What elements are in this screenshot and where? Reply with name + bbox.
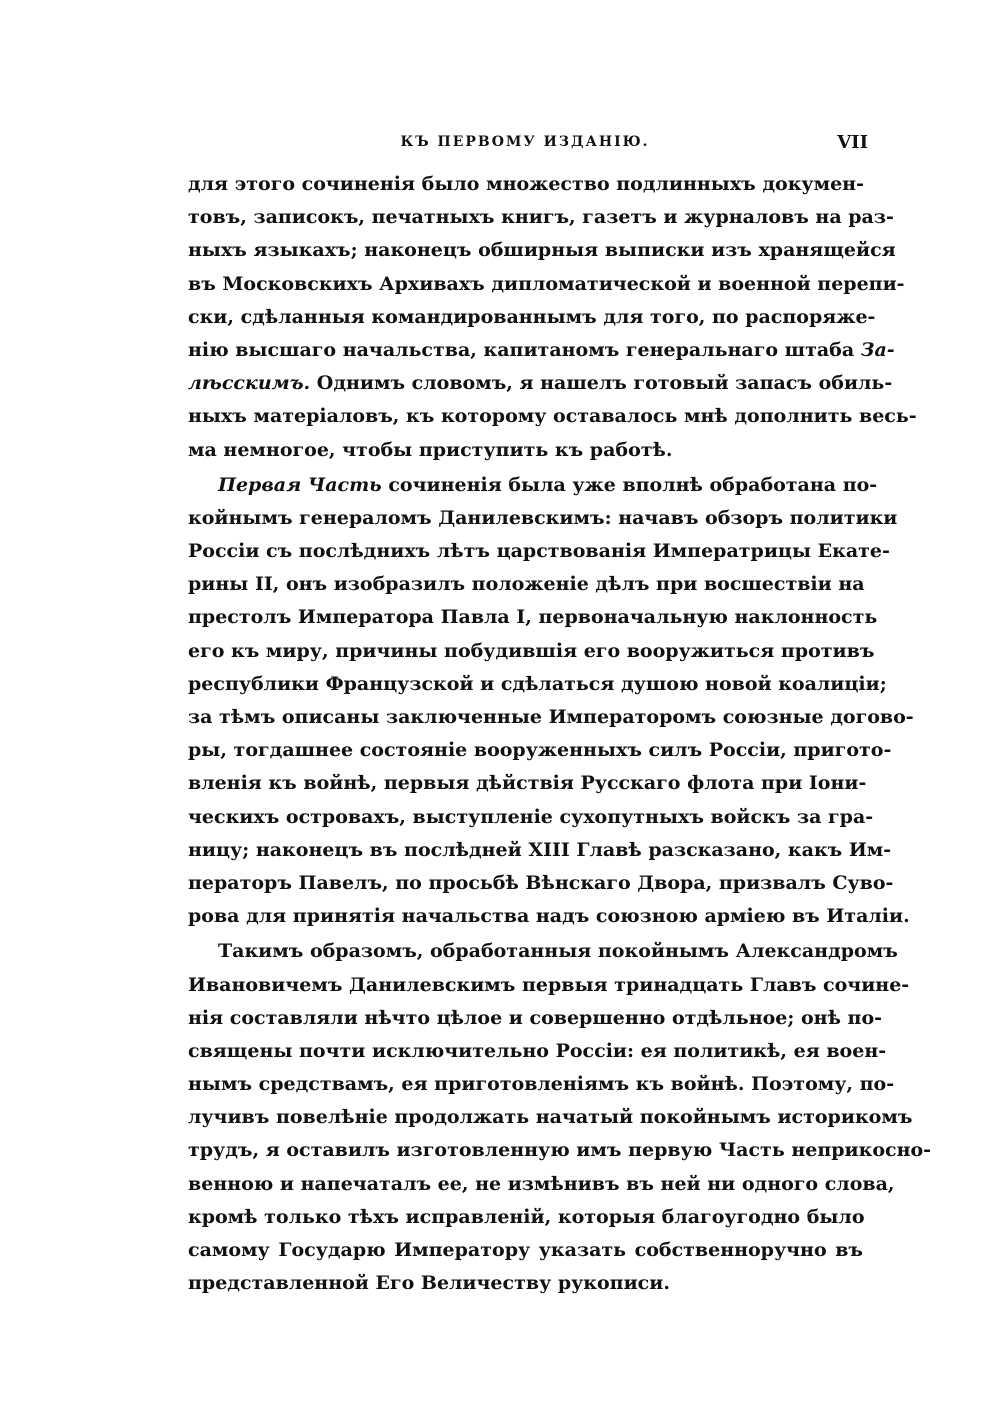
text-line: представленной Его Величеству рукописи. [188, 1272, 670, 1295]
text-line: рова для принятія начальства надъ союзною арміею въ Италіи. [188, 905, 910, 928]
text-line: нымъ средствамъ, ея приготовленіямъ къ войнѣ. Поэтому, по- [188, 1073, 895, 1096]
text-fragment: сочиненія была уже вполнѣ обработана по- [381, 473, 878, 496]
text-line: ма немногое, чтобы приступить къ работѣ. [188, 438, 673, 461]
text-line: республики Французской и сдѣлаться душою новой коалиціи; [188, 672, 887, 695]
text-line [188, 334, 895, 367]
text-line: его къ миру, причины побудившія его вооружиться противъ [188, 639, 875, 662]
text-line: рины II, онъ изобразилъ положеніе дѣлъ при восшествіи на [188, 573, 865, 596]
text-line: лучивъ повелѣніе продолжать начатый покойнымъ историкомъ [188, 1106, 913, 1129]
text-line: ры, тогдашнее состояніе вооруженныхъ силъ Россіи, пригото- [188, 739, 892, 762]
paragraph-1 [188, 168, 917, 467]
text-line: для этого сочиненія было множество подлинныхъ докумен- [188, 173, 864, 195]
text-line: кромѣ только тѣхъ исправленій, которыя благоугодно было [188, 1205, 865, 1228]
italic-heading: Первая Часть [218, 473, 382, 496]
text-line [188, 469, 878, 502]
body-text [188, 168, 932, 1300]
text-line: ныхъ матеріаловъ, къ которому оставалось мнѣ дополнить весь- [188, 405, 917, 428]
text-line: товъ, записокъ, печатныхъ книгъ, газетъ и журналовъ на раз- [188, 206, 894, 229]
text-line: самому Государю Императору указать собственноручно въ [188, 1239, 863, 1261]
text-line: вленія къ войнѣ, первыя дѣйствія Русскаго флота при Іони- [188, 772, 867, 795]
text-line: венною и напечаталъ ее, не измѣнивъ въ ней ни одного слова, [188, 1172, 895, 1195]
text-line: престолъ Императора Павла I, первоначальную наклонность [188, 606, 878, 629]
text-line: Россіи съ послѣднихъ лѣтъ царствованія Императрицы Екате- [188, 540, 890, 563]
text-line [188, 367, 893, 400]
text-line: Ивановичемъ Данилевскимъ первыя тринадцать Главъ сочине- [188, 973, 910, 996]
text-line: ныхъ языкахъ; наконецъ обширныя выписки изъ хранящейся [188, 239, 896, 262]
text-fragment: нію высшаго начальства, капитаномъ генеральнаго штаба [188, 338, 861, 361]
page-number: VII [837, 132, 868, 153]
italic-name: лѣсскимъ. [188, 372, 311, 395]
text-line: ски, сдѣланныя командированнымъ для того, по распоряже- [188, 305, 876, 328]
running-head [180, 132, 870, 156]
text-line: ницу; наконецъ въ послѣдней XIII Главѣ разсказано, какъ Им- [188, 838, 892, 861]
italic-name: За- [860, 338, 895, 361]
text-line: койнымъ генераломъ Данилевскимъ: начавъ обзоръ политики [188, 506, 898, 529]
text-line: Такимъ образомъ, обработанныя покойнымъ Александромъ [218, 940, 898, 963]
text-line: ческихъ островахъ, выступленіе сухопутныхъ войскъ за гра- [188, 805, 874, 828]
text-line: въ Московскихъ Архивахъ дипломатической и военной перепи- [188, 272, 905, 295]
running-title: КЪ ПЕРВОМУ ИЗДАНІЮ. [400, 134, 650, 150]
text-line: священы почти исключительно Россіи: ея политикѣ, ея воен- [188, 1039, 887, 1062]
text-fragment: Однимъ словомъ, я нашелъ готовый запасъ обиль- [310, 372, 893, 395]
text-line: ператоръ Павелъ, по просьбѣ Вѣнскаго Двора, призвалъ Суво- [188, 871, 894, 894]
paragraph-3 [188, 935, 932, 1300]
paragraph-2 [188, 469, 914, 934]
text-line: нія составляли нѣчто цѣлое и совершенно отдѣльное; онѣ по- [188, 1006, 883, 1029]
text-line: трудъ, я оставилъ изготовленную имъ первую Часть неприкосно- [188, 1139, 932, 1162]
text-line: за тѣмъ описаны заключенные Императоромъ союзные догово- [188, 706, 914, 728]
